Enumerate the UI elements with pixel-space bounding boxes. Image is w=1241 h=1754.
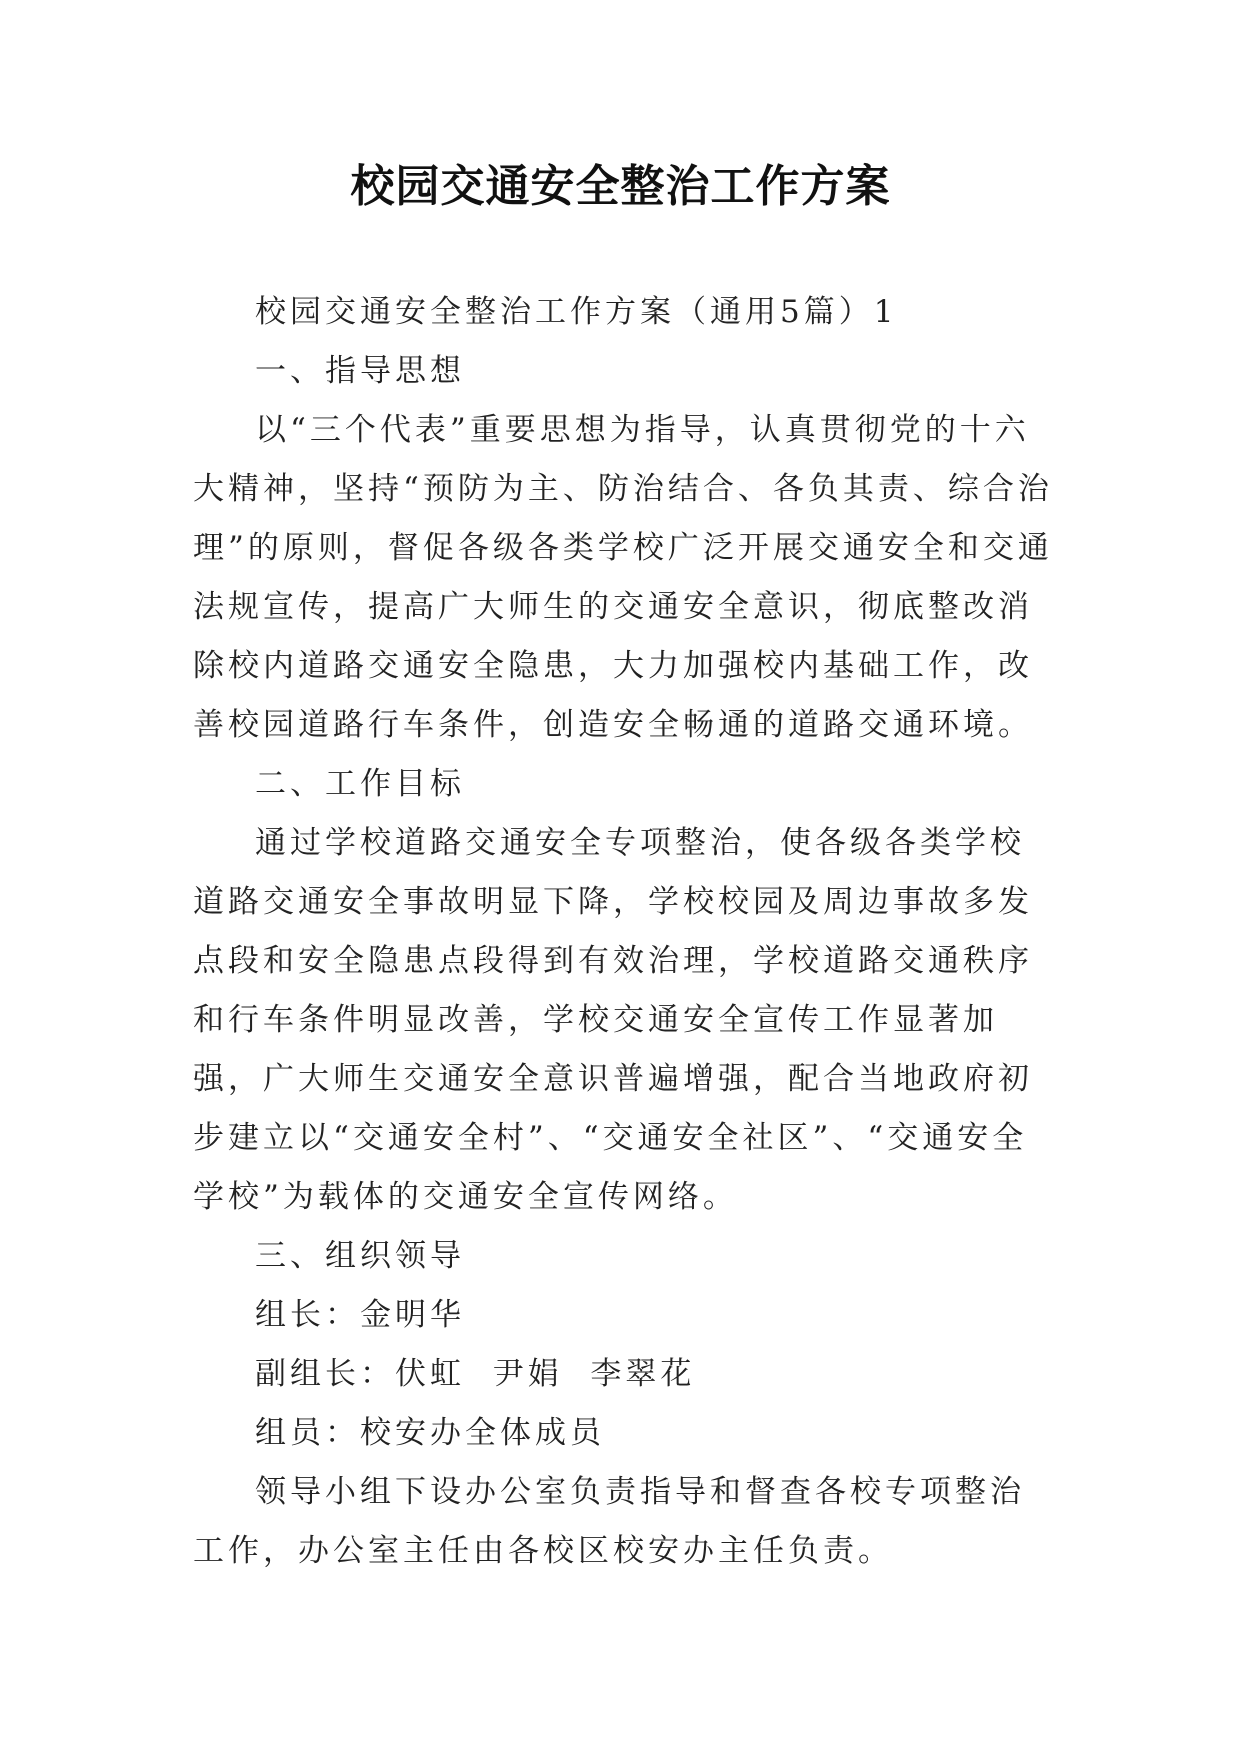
paragraph-deputy-leaders: 副组长：伏虹 尹娟 李翠花: [255, 1356, 696, 1392]
section-heading-organization: 三、组织领导: [255, 1238, 465, 1274]
paragraph-members: 组员：校安办全体成员: [255, 1415, 605, 1451]
section-heading-work-goals: 二、工作目标: [255, 766, 465, 802]
paragraph-office: 领导小组下设办公室负责指导和督查各校专项整治工作，办公室主任由各校区校安办主任负责。: [193, 1474, 1025, 1569]
paragraph-work-goals: 通过学校道路交通安全专项整治，使各级各类学校道路交通安全事故明显下降，学校校园及周边事故多发点段和安全隐患点段得到有效治理，学校道路交通秩序和行车条件明显改善，学校交通安全宣传工作显著加强，广大师生交通安全意识普遍增强，配合当地政府初步建立以“交通安全村”、“交通安全社区”、“交通安全学校”为载体的交通安全宣传网络。: [193, 825, 1033, 1215]
document-body: [193, 283, 1053, 1581]
paragraph-team-leader: 组长：金明华: [255, 1297, 465, 1333]
paragraph-guiding-ideology: 以“三个代表”重要思想为指导，认真贯彻党的十六大精神，坚持“预防为主、防治结合、各负其责、综合治理”的原则，督促各级各类学校广泛开展交通安全和交通法规宣传，提高广大师生的交通安全意识，彻底整改消除校内道路交通安全隐患，大力加强校内基础工作，改善校园道路行车条件，创造安全畅通的道路交通环境。: [193, 412, 1053, 743]
paragraph-subtitle: 校园交通安全整治工作方案（通用5篇）1: [255, 294, 898, 330]
section-heading-guiding-ideology: 一、指导思想: [255, 353, 465, 389]
document-title: 校园交通安全整治工作方案: [350, 161, 891, 212]
